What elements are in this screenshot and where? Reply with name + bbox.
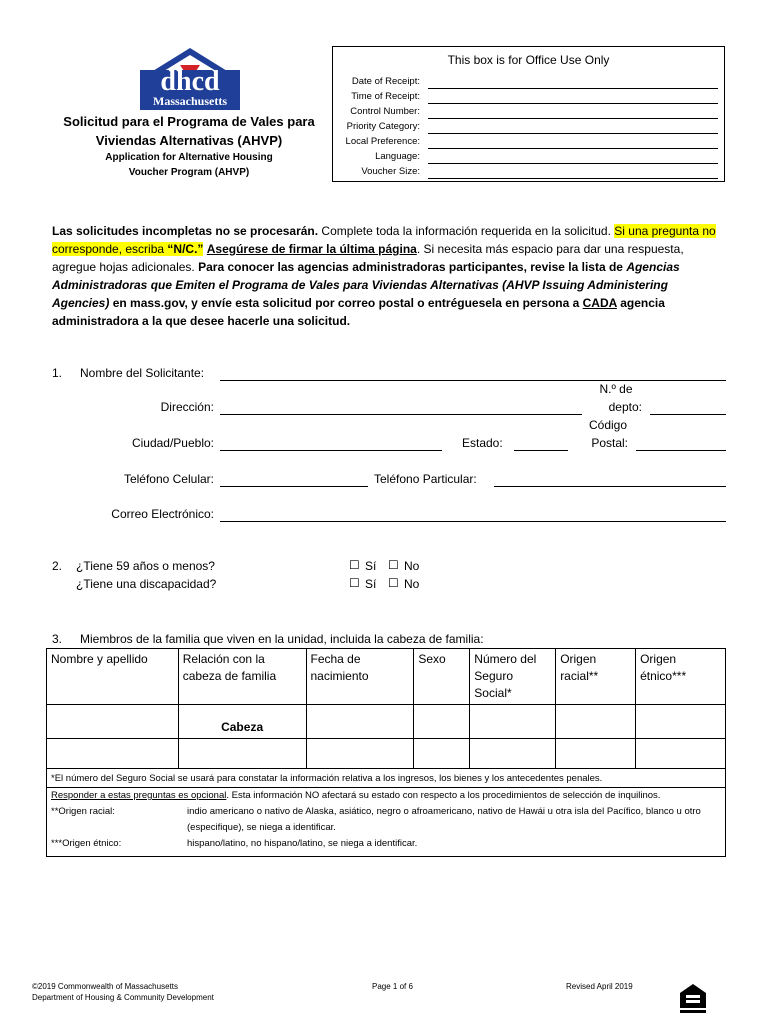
col-sex: Sexo <box>414 649 470 705</box>
disability-yes-label: Sí <box>365 577 377 591</box>
table-row <box>47 739 726 769</box>
col-name: Nombre y apellido <box>47 649 179 705</box>
logo-text-bottom: Massachusetts <box>153 94 227 108</box>
title-en-line2: Voucher Program (AHVP) <box>128 167 250 178</box>
office-line-time[interactable] <box>428 103 718 104</box>
office-label-preference: Local Preference: <box>345 136 420 147</box>
office-label-time: Time of Receipt: <box>351 91 420 102</box>
intro-agencies: Para conocer las agencias administradoras participantes, revise la lista de <box>198 260 627 274</box>
office-line-language[interactable] <box>428 163 718 164</box>
intro-complete: Complete toda la información requerida en la solicitud. <box>318 224 615 238</box>
office-label-priority: Priority Category: <box>346 121 420 132</box>
cell-relation[interactable] <box>178 739 306 769</box>
city-field[interactable] <box>220 450 442 451</box>
intro-agencies-list: Agencias Administradoras que Emiten el Programa de Vales para Viviendas Alternativas (AHVP Issuing Administering Agencies) <box>52 260 680 310</box>
col-birthdate: Fecha de nacimiento <box>306 649 414 705</box>
title-es-line1: Solicitud para el Programa de Vales para <box>63 114 315 129</box>
ethnicity-note-label: ***Origen étnico: <box>51 838 122 849</box>
apt-label-1: N.º de <box>599 382 633 396</box>
office-label-language: Language: <box>375 151 420 162</box>
cell-race[interactable] <box>556 705 636 739</box>
optional-note <box>47 787 725 804</box>
cell-name[interactable] <box>47 739 179 769</box>
cell-phone-label: Teléfono Celular: <box>123 472 214 486</box>
household-title: Miembros de la familia que viven en la unidad, incluida la cabeza de familia: <box>80 632 484 646</box>
office-line-control[interactable] <box>428 118 718 119</box>
apt-label-2: depto: <box>608 400 642 414</box>
intro-sign: Asegúrese de firmar la última página <box>206 242 417 256</box>
section1-number: 1. <box>52 366 63 380</box>
footer-revised: Revised April 2019 <box>566 982 633 991</box>
col-relation: Relación con la cabeza de familia <box>178 649 306 705</box>
office-line-date[interactable] <box>428 88 718 89</box>
col-race: Origen racial** <box>556 649 636 705</box>
apt-field[interactable] <box>650 414 726 415</box>
office-label-date: Date of Receipt: <box>351 76 420 87</box>
cell-race[interactable] <box>556 739 636 769</box>
email-label: Correo Electrónico: <box>111 507 214 521</box>
zip-field[interactable] <box>636 450 726 451</box>
cell-ethnicity[interactable] <box>636 739 726 769</box>
state-label: Estado: <box>462 436 503 450</box>
address-label: Dirección: <box>160 400 214 414</box>
intro-incomplete: Las solicitudes incompletas no se procesarán. <box>52 224 319 238</box>
age-no-label: No <box>404 559 420 573</box>
zip-label-1: Código <box>588 418 628 432</box>
cell-sex[interactable] <box>414 739 470 769</box>
logo-text-top: dhcd <box>160 66 220 97</box>
race-note-label: **Origen racial: <box>51 806 115 817</box>
title-es-line2: Viviendas Alternativas (AHVP) <box>95 133 283 148</box>
footer-page: Page 1 of 6 <box>372 982 413 991</box>
cell-ssn[interactable] <box>470 705 556 739</box>
disability-yes-checkbox[interactable]: ☐ <box>349 576 360 590</box>
table-notes <box>47 769 726 857</box>
intro-more-space: . Si necesita más espacio para dar una respuesta, agregue hojas adicionales. <box>52 242 684 274</box>
col-ssn: Número del Seguro Social* <box>470 649 556 705</box>
cell-ssn[interactable] <box>470 739 556 769</box>
section3-number: 3. <box>52 632 63 646</box>
title-en-line1: Application for Alternative Housing <box>105 152 273 163</box>
office-line-voucher[interactable] <box>428 178 718 179</box>
intro-nc: “N/C.” <box>167 242 204 256</box>
cell-birthdate[interactable] <box>306 705 414 739</box>
footer-copyright: ©2019 Commonwealth of Massachusetts <box>32 982 178 991</box>
ssn-note: *El número del Seguro Social se usará para constatar la información relativa a los ingresos, los bienes y los antecedentes penales. <box>51 773 603 784</box>
cell-relation-head: Cabeza <box>178 705 306 739</box>
age-question: ¿Tiene 59 años o menos? <box>76 559 215 573</box>
age-yes-label: Sí <box>365 559 377 573</box>
intro-paragraph <box>52 222 727 330</box>
cell-name[interactable] <box>47 705 179 739</box>
intro-mass-gov: en mass.gov, y envíe esta solicitud por correo postal o entréguesela en persona a <box>109 296 583 310</box>
age-yes-checkbox[interactable]: ☐ <box>349 558 360 572</box>
city-label: Ciudad/Pueblo: <box>131 436 214 450</box>
table-notes-row <box>47 769 726 857</box>
office-line-preference[interactable] <box>428 148 718 149</box>
state-field[interactable] <box>514 450 568 451</box>
disability-no-checkbox[interactable]: ☐ <box>388 576 399 590</box>
applicant-name-label: Nombre del Solicitante: <box>80 366 205 380</box>
race-note <box>51 804 721 836</box>
cell-phone-field[interactable] <box>220 486 368 487</box>
disability-no-label: No <box>404 577 420 591</box>
address-field[interactable] <box>220 414 582 415</box>
equal-housing-icon <box>678 982 708 1019</box>
office-label-voucher: Voucher Size: <box>361 166 420 177</box>
intro-cada: CADA <box>582 296 617 310</box>
race-note-text: indio americano o nativo de Alaska, asiático, negro o afroamericano, nativo de Hawái u otra isla del Pacífico, blanco u otro (especifique), se niega a identificar. <box>187 806 701 833</box>
cell-ethnicity[interactable] <box>636 705 726 739</box>
email-field[interactable] <box>220 521 726 522</box>
col-ethnicity: Origen étnico*** <box>636 649 726 705</box>
table-row <box>47 705 726 739</box>
cell-birthdate[interactable] <box>306 739 414 769</box>
age-no-checkbox[interactable]: ☐ <box>388 558 399 572</box>
home-phone-field[interactable] <box>494 486 726 487</box>
applicant-name-field[interactable] <box>220 380 726 381</box>
section2-number: 2. <box>52 559 63 573</box>
household-table <box>46 648 726 857</box>
intro-each-agency: agencia administradora a la que desee hacerle una solicitud. <box>52 296 665 328</box>
office-label-control: Control Number: <box>350 106 420 117</box>
intro-if-not-apply: Si una pregunta no corresponde, escriba <box>52 224 716 256</box>
optional-note-text: . Esta información NO afectará su estado con respecto a los procedimientos de selección de inquilinos. <box>226 790 661 801</box>
disability-question: ¿Tiene una discapacidad? <box>76 577 217 591</box>
footer-department: Department of Housing & Community Development <box>32 993 214 1002</box>
office-box-title: This box is for Office Use Only <box>447 53 610 67</box>
ethnicity-note <box>51 836 721 852</box>
home-phone-label: Teléfono Particular: <box>374 472 477 486</box>
dhcd-logo <box>128 46 252 110</box>
cell-sex[interactable] <box>414 705 470 739</box>
office-line-priority[interactable] <box>428 133 718 134</box>
ethnicity-note-text: hispano/latino, no hispano/latino, se niega a identificar. <box>187 838 418 849</box>
optional-note-underlined: Responder a estas preguntas es opcional <box>51 790 227 801</box>
zip-label-2: Postal: <box>591 436 628 450</box>
table-header-row <box>47 649 726 705</box>
